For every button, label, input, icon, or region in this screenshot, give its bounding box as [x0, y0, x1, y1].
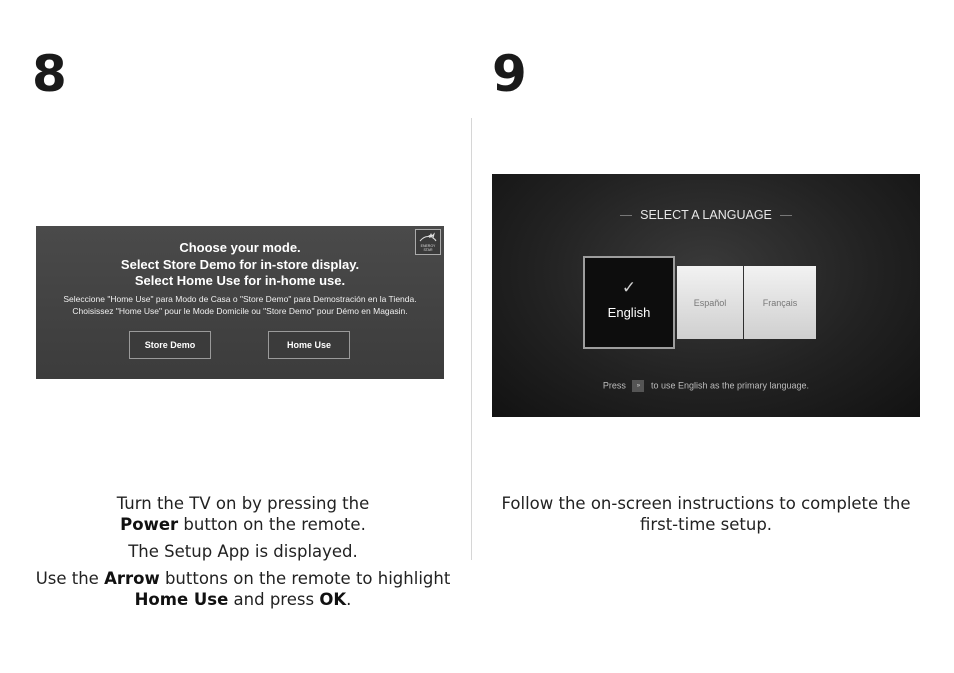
language-selection-screen: [492, 174, 920, 417]
forward-key-icon: »: [632, 380, 644, 392]
press-hint-before: Press: [602, 380, 626, 391]
language-option-label: English: [607, 305, 651, 320]
mode-subtext-french: Choisissez "Home Use" pour le Mode Domicile ou "Store Demo" pour Démo en Magasin.: [72, 305, 408, 316]
caption-text: .: [346, 590, 352, 609]
language-option-francais[interactable]: [744, 266, 816, 339]
mode-selection-screen: [36, 226, 444, 379]
caption-text: Use the: [35, 569, 105, 588]
press-hint-after: to use English as the primary language.: [650, 380, 810, 391]
step8-caption: [30, 493, 456, 616]
caption-text: buttons on the remote to highlight: [159, 569, 451, 588]
caption-bold-power: Power: [120, 515, 179, 534]
mode-heading-line1: Choose your mode.: [179, 240, 301, 255]
caption-paragraph: [30, 493, 456, 535]
mode-subtext: [36, 294, 444, 317]
mode-subtext-spanish: Seleccione "Home Use" para Modo de Casa o "Store Demo" para Demostración en la Tienda.: [63, 294, 417, 304]
energy-star-text: ENERGY STAR: [420, 244, 436, 252]
language-press-hint: [492, 380, 920, 392]
caption-paragraph: [30, 568, 456, 610]
caption-paragraph: [30, 541, 456, 562]
mode-heading-line3: Select Home Use for in-home use.: [134, 273, 346, 288]
step-number-9: 9: [492, 45, 527, 103]
language-title: [492, 208, 920, 222]
language-option-english[interactable]: [583, 256, 675, 349]
caption-bold-arrow: Arrow: [104, 569, 160, 588]
caption-text: Turn the TV on by pressing the: [116, 494, 370, 513]
store-demo-button[interactable]: Store Demo: [129, 331, 211, 359]
mode-heading-line2: Select Store Demo for in-store display.: [120, 256, 360, 272]
caption-paragraph: Follow the on-screen instructions to complete the first-time setup.: [501, 494, 911, 534]
language-option-label: Español: [693, 297, 727, 308]
caption-text: and press: [228, 590, 320, 609]
language-title-text: SELECT A LANGUAGE: [640, 208, 772, 222]
caption-bold-home-use: Home Use: [134, 590, 229, 609]
step9-caption: [490, 493, 922, 541]
title-rule-left: [620, 215, 632, 216]
home-use-button[interactable]: Home Use: [268, 331, 350, 359]
checkmark-icon: ✓: [621, 278, 637, 297]
caption-text: The Setup App is displayed.: [128, 542, 358, 561]
language-option-label: Français: [762, 297, 798, 308]
caption-bold-ok: OK: [319, 590, 347, 609]
step-number-8: 8: [32, 45, 67, 103]
title-rule-right: [780, 215, 792, 216]
language-option-espanol[interactable]: [677, 266, 743, 339]
caption-text: button on the remote.: [178, 515, 366, 534]
column-divider: [471, 118, 472, 560]
mode-heading: [36, 240, 444, 290]
